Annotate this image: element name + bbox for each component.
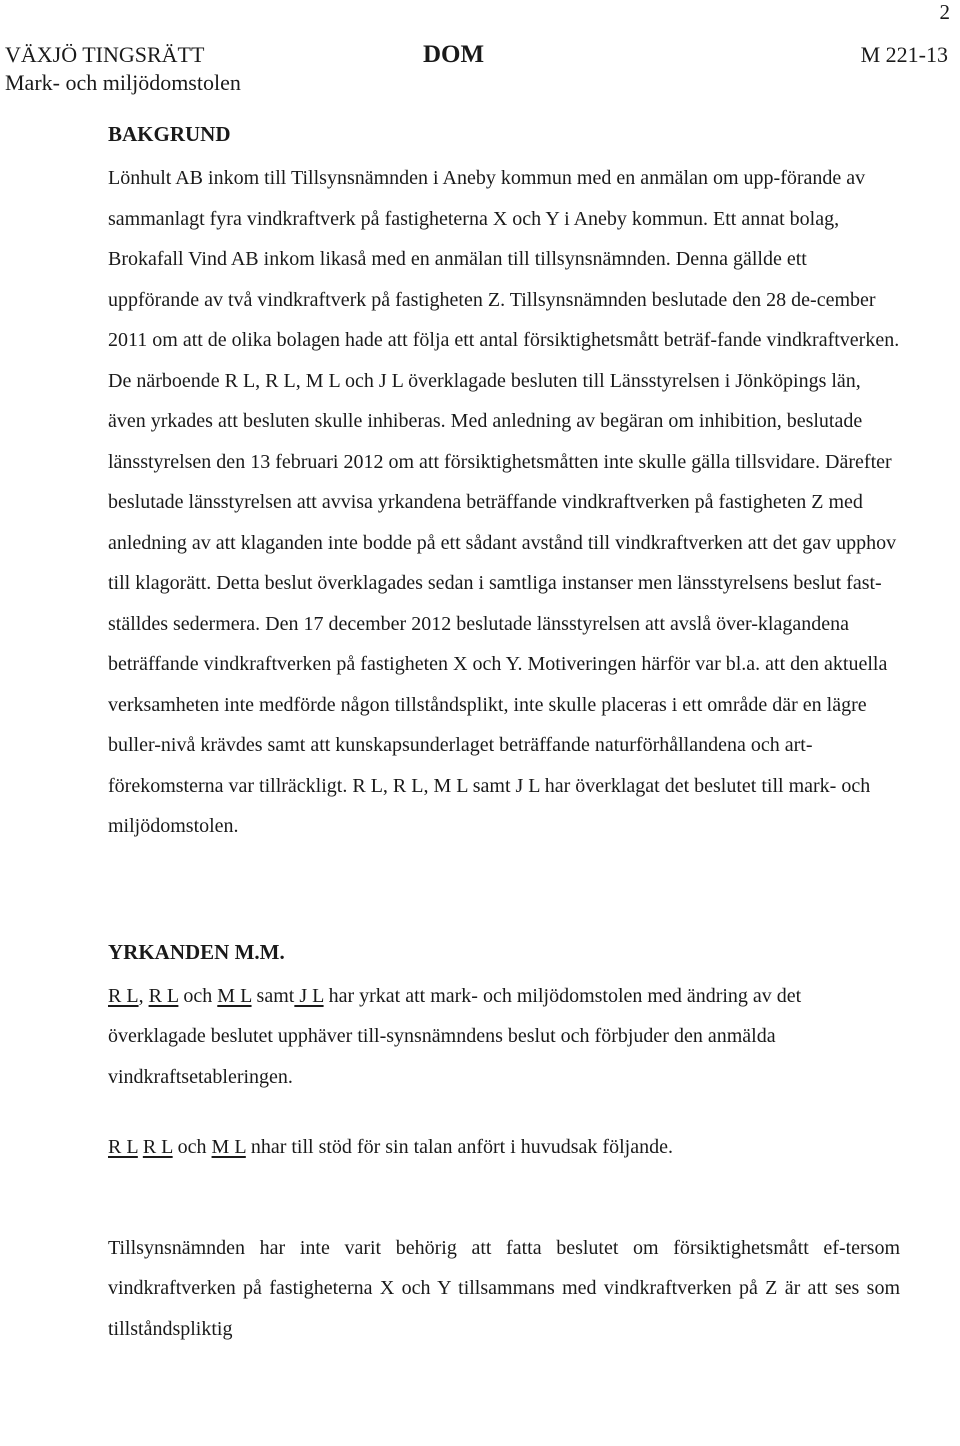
court-name: VÄXJÖ TINGSRÄTT: [5, 42, 205, 67]
bakgrund-paragraph: Lönhult AB inkom till Tillsynsnämnden i Aneby kommun med en anmälan om upp-förande av sammanlagt fyra vindkraftverk på fastigheterna X och Y i Aneby kommun. Ett annat bolag, Brokafall Vind AB inkom likaså med en anmälan till tillsynsnämnden. Denna gällde ett uppförande av två vindkraftverk på fastigheten Z. Tillsynsnämnden beslutade den 28 de-cember 2011 om att de olika bolagen hade att följa ett antal försiktighetsmått beträf-fande vindkraftverken. De närboende R L, R L, M L och J L överklagade besluten till Länsstyrelsen i Jönköpings län, även yrkades att besluten skulle inhiberas. Med anledning av begäran om inhibition, beslutade länsstyrelsen den 13 februari 2012 om att försiktighetsmåtten inte skulle gälla tillsvidare. Därefter beslutade länsstyrelsen att avvisa yrkandena beträffande vindkraftverken på fastigheten Z med anledning av att klaganden inte bodde på ett sådant avstånd till vindkraftverken att det gav upphov till klagorätt. Detta beslut överklagades sedan i samtliga instanser men länsstyrelsens beslut fast-ställdes sedermera. Den 17 december 2012 beslutade länsstyrelsen att avslå över-klagandena beträffande vindkraftverken på fastigheten X och Y. Motiveringen härför var bl.a. att den aktuella verksamheten inte medförde någon tillståndsplikt, inte skulle placeras i ett område där en lägre buller-nivå krävdes samt att kunskapsunderlaget beträffande naturförhållandena och art-förekomsterna var tillräckligt. R L, R L, M L samt J L har överklagat det beslutet till mark- och miljödomstolen.: [108, 167, 900, 837]
paragraph-text: nhar till stöd för sin talan anfört i huvudsak följande.: [245, 1136, 673, 1158]
department-name: Mark- och miljödomstolen: [5, 70, 241, 95]
party-name: J L: [294, 984, 324, 1007]
party-name: R L: [108, 984, 139, 1007]
yrkanden-paragraph-1: [108, 976, 900, 1098]
separator: och: [172, 1136, 212, 1158]
document-type: DOM: [423, 41, 485, 68]
party-name: M L: [217, 984, 252, 1007]
separator: samt: [251, 984, 295, 1007]
separator: och: [178, 984, 218, 1007]
party-name: R L: [148, 984, 179, 1007]
party-name: M L: [211, 1136, 246, 1158]
document-body: [108, 120, 900, 1349]
paragraph-text: har yrkat att mark- och miljödomstolen med ändring av det överklagade beslutet upphäver till-synsnämndens beslut och förbjuder den anmälda vindkraftsetableringen.: [108, 984, 802, 1088]
separator: ,: [138, 984, 149, 1007]
party-name: R L: [108, 1136, 138, 1158]
page-number: 2: [939, 0, 950, 24]
section-heading-bakgrund: BAKGRUND: [108, 122, 231, 146]
case-number: M 221-13: [860, 42, 948, 67]
yrkanden-paragraph-3: Tillsynsnämnden har inte varit behörig att fatta beslutet om försiktighetsmått ef-tersom vindkraftverken på fastigheterna X och Y tillsammans med vindkraftverken på Z är att ses som tillståndspliktig: [108, 1236, 900, 1340]
party-name: R L: [142, 1136, 173, 1158]
yrkanden-paragraph-2: [108, 1127, 900, 1168]
section-heading-yrkanden: YRKANDEN M.M.: [108, 939, 285, 964]
